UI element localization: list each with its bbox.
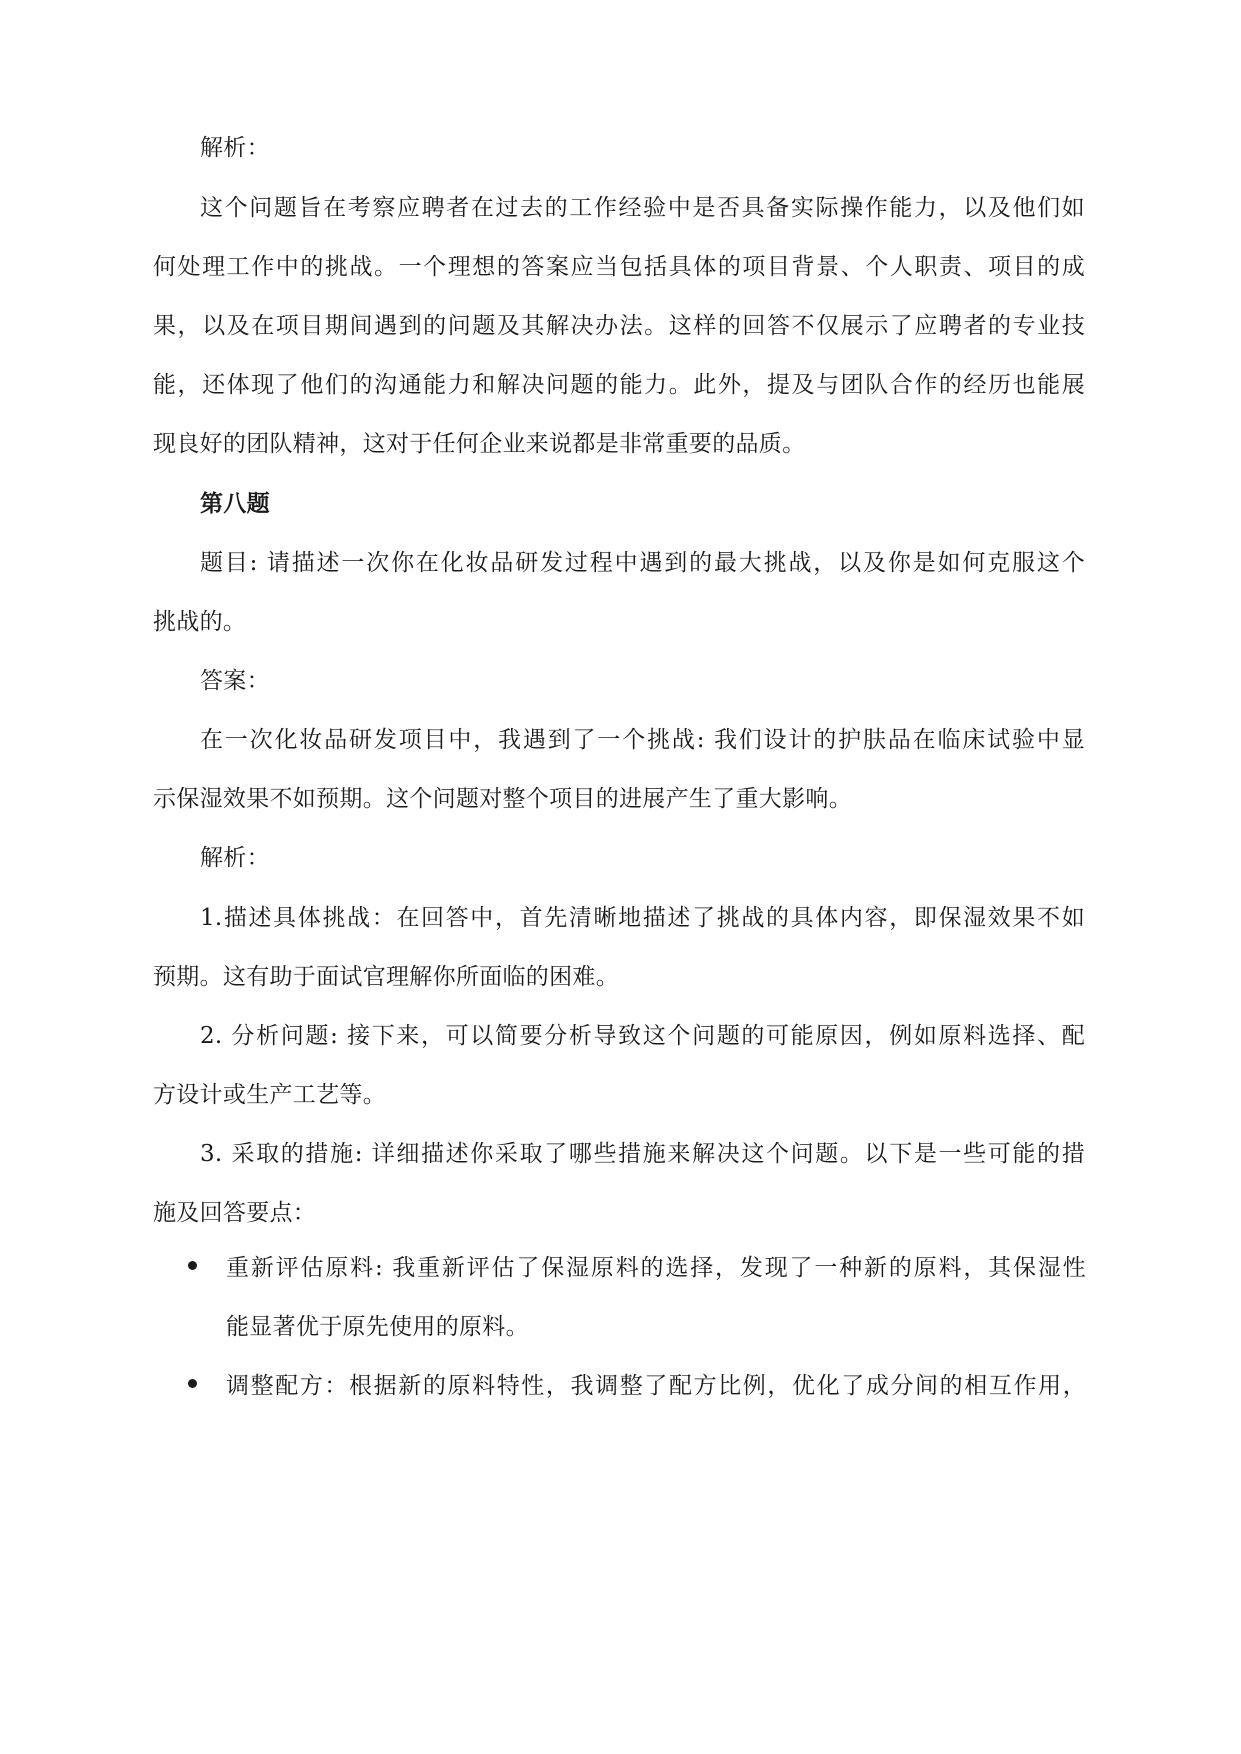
answer-line: 在一次化妆品研发项目中，我遇到了一个挑战: 我们设计的护肤品在临床试验中显 <box>200 727 1085 753</box>
bullet-icon <box>188 1261 197 1270</box>
point-line: 3. 采取的措施: 详细描述你采取了哪些措施来解决这个问题。以下是一些可能的措 <box>200 1141 1085 1167</box>
paragraph-line: 何处理工作中的挑战。一个理想的答案应当包括具体的项目背景、个人职责、项目的成 <box>153 254 1085 280</box>
analysis-label: 解析： <box>200 845 270 871</box>
answer-label: 答案： <box>200 668 270 694</box>
paragraph-line: 现良好的团队精神，这对于任何企业来说都是非常重要的品质。 <box>153 431 806 457</box>
paragraph-line: 这个问题旨在考察应聘者在过去的工作经验中是否具备实际操作能力，以及他们如 <box>200 195 1085 221</box>
question-line: 挑战的。 <box>153 609 247 635</box>
point-line: 2. 分析问题: 接下来，可以简要分析导致这个问题的可能原因，例如原料选择、配 <box>200 1023 1085 1049</box>
paragraph-line: 能，还体现了他们的沟通能力和解决问题的能力。此外，提及与团队合作的经历也能展 <box>153 372 1085 398</box>
analysis-label: 解析： <box>200 135 270 161</box>
bullet-icon <box>188 1379 197 1388</box>
point-line: 施及回答要点： <box>153 1200 317 1226</box>
bullet-item-line: 调整配方：根据新的原料特性，我调整了配方比例，优化了成分间的相互作用， <box>226 1373 1086 1399</box>
bullet-item-line: 能显著优于原先使用的原料。 <box>226 1314 529 1340</box>
point-line: 1.描述具体挑战：在回答中，首先清晰地描述了挑战的具体内容，即保湿效果不如 <box>200 905 1085 931</box>
section-heading: 第八题 <box>200 490 270 517</box>
question-line: 题目: 请描述一次你在化妆品研发过程中遇到的最大挑战，以及你是如何克服这个 <box>200 550 1085 576</box>
point-line: 方设计或生产工艺等。 <box>153 1082 386 1108</box>
paragraph-line: 果，以及在项目期间遇到的问题及其解决办法。这样的回答不仅展示了应聘者的专业技 <box>153 313 1085 339</box>
point-line: 预期。这有助于面试官理解你所面临的困难。 <box>153 964 619 990</box>
answer-line: 示保湿效果不如预期。这个问题对整个项目的进展产生了重大影响。 <box>153 786 852 812</box>
bullet-item-line: 重新评估原料: 我重新评估了保湿原料的选择，发现了一种新的原料，其保湿性 <box>226 1255 1086 1281</box>
